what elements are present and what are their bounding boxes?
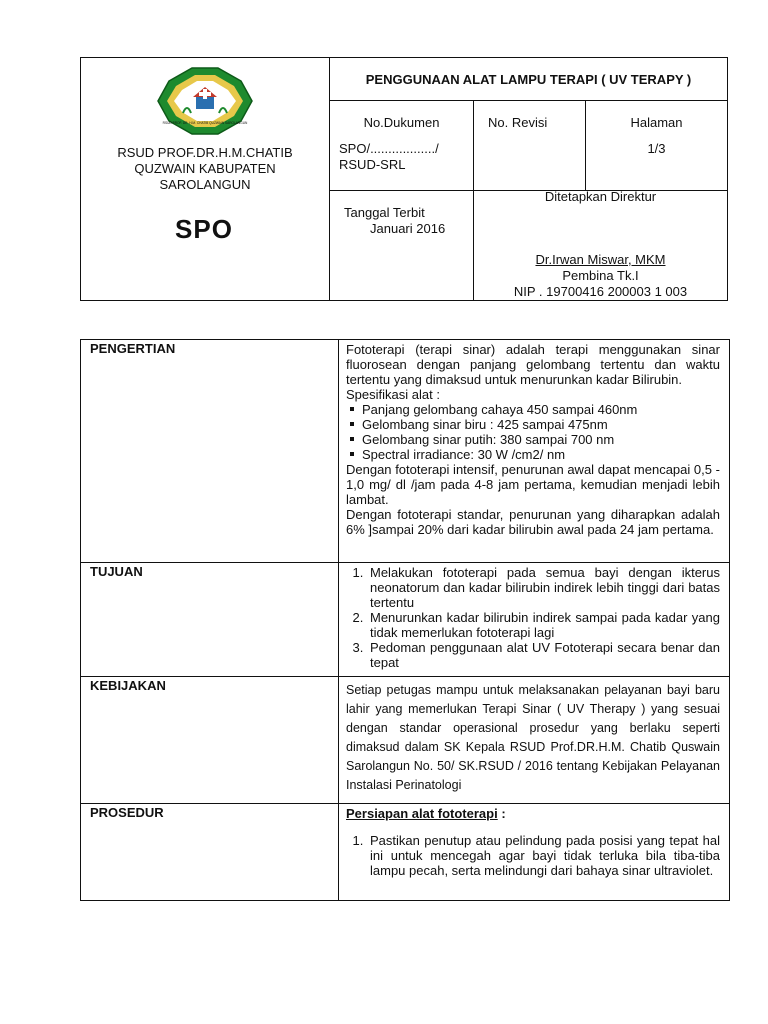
ditetapkan-cell — [474, 191, 728, 301]
no-revisi-label: No. Revisi — [488, 115, 548, 130]
institution-cell — [81, 58, 330, 301]
ditetapkan-label: Ditetapkan Direktur — [544, 189, 657, 204]
document-title: PENGGUNAAN ALAT LAMPU TERAPI ( UV TERAPY ) — [330, 58, 728, 101]
pengertian-intro: Fototerapi (terapi sinar) adalah terapi menggunakan sinar fluorosean dengan panjang gelombang tertentu dan waktu tertentu yang dimaksud untuk menurunkan kadar Bilirubin. — [346, 342, 720, 387]
list-item: Gelombang sinar biru : 425 sampai 475nm — [348, 417, 720, 432]
tujuan-list — [346, 565, 720, 670]
tujuan-content — [339, 563, 730, 677]
halaman-cell — [586, 101, 728, 191]
pengertian-para-1: Dengan fototerapi intensif, penurunan awal dapat mencapai 0,5 - 1,0 mg/ dl /jam pada 4-8 jam pertama, kemudian menjadi lebih lambat. — [346, 462, 720, 507]
prosedur-label: PROSEDUR — [81, 804, 339, 901]
kebijakan-label: KEBIJAKAN — [81, 677, 339, 804]
institution-line-3: SAROLANGUN — [159, 177, 251, 192]
prosedur-subtitle — [346, 806, 720, 821]
logo-text: RSUD PROF. DR. H.M. CHATIB QUZWAIN SAROLANGUN — [162, 121, 248, 125]
prosedur-content — [339, 804, 730, 901]
list-item: Panjang gelombang cahaya 450 sampai 460nm — [348, 402, 720, 417]
prosedur-subtitle-text: Persiapan alat fototerapi — [346, 806, 498, 821]
no-dokumen-value-1: SPO/................../ — [339, 141, 439, 156]
tanggal-terbit-value: Januari 2016 — [370, 221, 446, 236]
content-table — [80, 339, 730, 901]
list-item: 2. Menurunkan kadar bilirubin indirek sampai pada kadar yang tidak memerlukan fototerapi lagi — [367, 610, 720, 640]
header-table — [80, 57, 728, 301]
list-item: Gelombang sinar putih: 380 sampai 700 nm — [348, 432, 720, 447]
list-item: Spectral irradiance: 30 W /cm2/ nm — [348, 447, 720, 462]
no-dokumen-value-2: RSUD-SRL — [339, 157, 406, 172]
spec-list — [346, 402, 720, 462]
list-item: 3. Pedoman penggunaan alat UV Fototerapi secara benar dan tepat — [367, 640, 720, 670]
no-revisi-cell — [474, 101, 586, 191]
no-dokumen-cell — [330, 101, 474, 191]
tanggal-terbit-label: Tanggal Terbit — [344, 205, 425, 220]
pengertian-label: PENGERTIAN — [81, 340, 339, 563]
institution-line-1: RSUD PROF.DR.H.M.CHATIB — [117, 145, 293, 160]
tujuan-label: TUJUAN — [81, 563, 339, 677]
hospital-logo-icon — [155, 66, 255, 136]
halaman-label: Halaman — [630, 115, 683, 130]
list-item: 1. Melakukan fototerapi pada semua bayi dengan ikterus neonatorum dan kadar bilirubin indirek lebih tinggi dari batas tertentu — [367, 565, 720, 610]
prosedur-subtitle-suffix: : — [497, 806, 506, 821]
pengertian-para-2: Dengan fototerapi standar, penurunan yang diharapkan adalah 6% ]sampai 20% dari kadar bilirubin awal pada 24 jam pertama. — [346, 507, 720, 537]
no-dokumen-label: No.Dukumen — [363, 115, 440, 130]
kebijakan-content: Setiap petugas mampu untuk melaksanakan pelayanan bayi baru lahir yang memerlukan Terapi Sinar ( UV Therapy ) yang sesuai dengan standar operasional prosedur yang berlaku seperti dimaksud dalam SK Kepala RSUD Prof.DR.H.M. Chatib Quswain Sarolangun No. 50/ SK.RSUD / 2016 tentang Kebijakan Pelayanan Instalasi Perinatologi — [339, 677, 730, 804]
spec-title: Spesifikasi alat : — [346, 387, 440, 402]
director-rank: Pembina Tk.I — [562, 268, 639, 283]
institution-line-2: QUZWAIN KABUPATEN — [134, 161, 276, 176]
director-nip: NIP . 19700416 200003 1 003 — [513, 284, 688, 299]
list-item: 1. Pastikan penutup atau pelindung pada posisi yang tepat hal ini untuk mencegah agar bayi tidak terluka bila tiba-tiba lampu pecah, serta melindungi dari bahaya sinar ultraviolet. — [367, 833, 720, 878]
halaman-value: 1/3 — [647, 141, 666, 156]
prosedur-list — [346, 833, 720, 878]
pengertian-content — [339, 340, 730, 563]
tanggal-terbit-cell — [330, 191, 474, 301]
director-name: Dr.Irwan Miswar, MKM — [535, 252, 666, 267]
spo-label: SPO — [175, 214, 233, 244]
